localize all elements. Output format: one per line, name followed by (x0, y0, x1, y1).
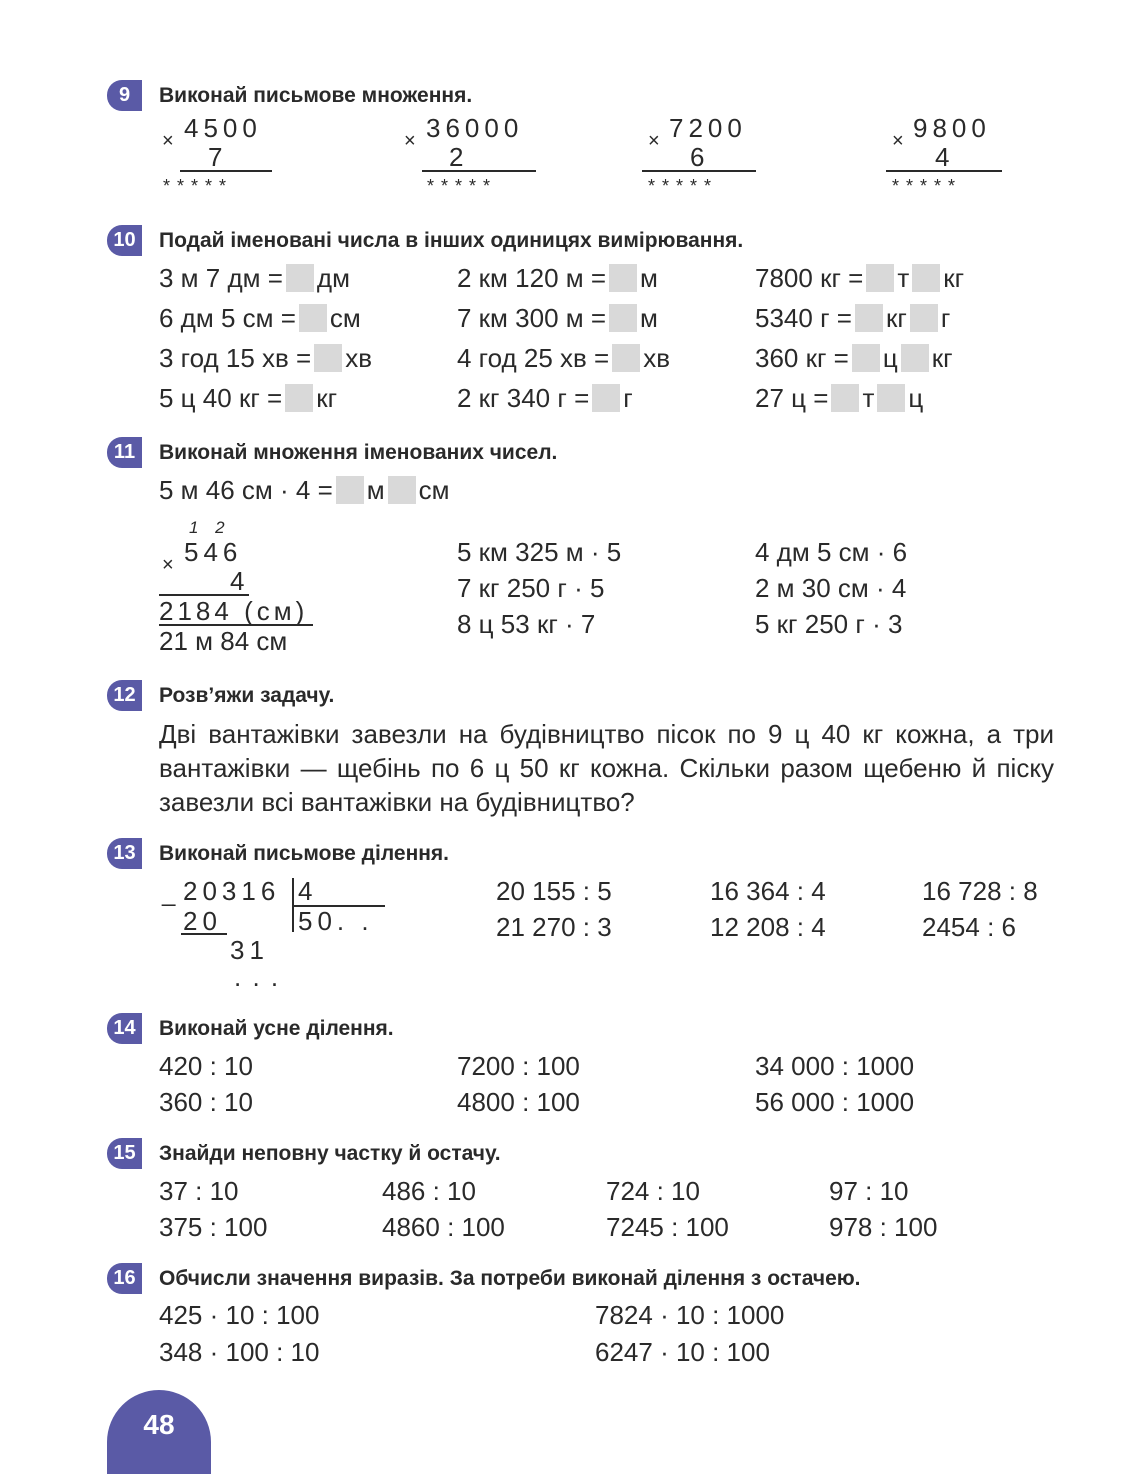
underline (886, 170, 1002, 172)
unit: дм (316, 263, 350, 293)
expression: 16 728 : 8 (922, 876, 1038, 906)
conversion-item (159, 303, 361, 334)
answer-box[interactable] (612, 344, 640, 372)
answer-box[interactable] (852, 344, 880, 372)
expression: 7800 кг = (755, 263, 864, 293)
expression: 4 дм 5 см · 6 (755, 537, 908, 567)
example-expression (159, 475, 450, 506)
exercise-title: Виконай письмове множення. (159, 84, 473, 107)
expression: 724 : 10 (606, 1176, 700, 1206)
exercise-number-badge: 10 (107, 225, 142, 256)
times-sign: × (648, 130, 660, 152)
expression: 486 : 10 (382, 1176, 476, 1206)
unit: м (640, 303, 658, 333)
continuation-dots: . . . (234, 962, 281, 992)
expression: 5 ц 40 кг = (159, 383, 283, 413)
expression: 375 : 100 (159, 1212, 268, 1242)
answer-box[interactable] (831, 384, 859, 412)
multiplicand: 7200 (669, 113, 747, 143)
multiplier: 2 (449, 142, 464, 172)
expression: 37 : 10 (159, 1176, 239, 1206)
multiplicand: 36000 (426, 113, 524, 143)
conversion-item (755, 303, 950, 334)
exercise-title: Виконай письмове ділення. (159, 842, 450, 865)
answer-box[interactable] (609, 304, 637, 332)
exercise-title: Подай іменовані числа в інших одиницях вимірювання. (159, 229, 744, 252)
answer-box[interactable] (855, 304, 883, 332)
expression: 4800 : 100 (457, 1087, 580, 1117)
unit: кг (931, 343, 953, 373)
answer-box[interactable] (901, 344, 929, 372)
multiplier: 4 (935, 142, 950, 172)
expression: 348 · 100 : 10 (159, 1337, 320, 1367)
stars: ***** (427, 176, 498, 196)
expression: 6 дм 5 см = (159, 303, 296, 333)
exercise-title: Обчисли значення виразів. За потреби виконай ділення з остачею. (159, 1267, 861, 1290)
exercise-number-badge: 16 (107, 1263, 142, 1294)
stars: ***** (648, 176, 719, 196)
conversion-item (457, 383, 633, 414)
expression: 5 м 46 см · 4 = (159, 475, 333, 505)
answer-box[interactable] (877, 384, 905, 412)
answer-box[interactable] (285, 384, 313, 412)
answer-box[interactable] (388, 476, 416, 504)
multiplier: 4 (230, 566, 245, 596)
expression: 16 364 : 4 (710, 876, 826, 906)
unit: см (329, 303, 361, 333)
exercise-title: Виконай множення іменованих чисел. (159, 441, 558, 464)
exercise-title: Розв’яжи задачу. (159, 684, 335, 707)
minus-sign: _ (162, 880, 176, 907)
answer-box[interactable] (866, 264, 894, 292)
expression: 27 ц = (755, 383, 829, 413)
expression: 2 кг 340 г = (457, 383, 590, 413)
answer-box[interactable] (912, 264, 940, 292)
expression: 2 м 30 см · 4 (755, 573, 907, 603)
expression: 4 год 25 хв = (457, 343, 610, 373)
expression: 3 м 7 дм = (159, 263, 283, 293)
stars: ***** (892, 176, 963, 196)
expression: 12 208 : 4 (710, 912, 826, 942)
answer-box[interactable] (336, 476, 364, 504)
underline (422, 170, 536, 172)
answer: 21 м 84 см (159, 626, 288, 656)
exercise-title: Виконай усне ділення. (159, 1017, 394, 1040)
expression: 360 кг = (755, 343, 849, 373)
expression: 7245 : 100 (606, 1212, 729, 1242)
conversion-item (755, 383, 923, 414)
answer-box[interactable] (314, 344, 342, 372)
expression: 5 км 325 м · 5 (457, 537, 622, 567)
unit: т (862, 383, 875, 413)
unit: кг (885, 303, 907, 333)
multiplier: 7 (208, 142, 223, 172)
page-number: 48 (107, 1390, 211, 1474)
multiplier: 6 (690, 142, 705, 172)
subtrahend: 20 (183, 906, 222, 936)
conversion-item (159, 263, 350, 294)
expression: 8 ц 53 кг · 7 (457, 609, 596, 639)
conversion-item (457, 303, 658, 334)
answer-box[interactable] (299, 304, 327, 332)
exercise-number-badge: 15 (107, 1138, 142, 1169)
conversion-item (457, 263, 658, 294)
unit: хв (643, 343, 671, 373)
expression: 420 : 10 (159, 1051, 253, 1081)
expression: 978 : 100 (829, 1212, 938, 1242)
stars: ***** (163, 176, 234, 196)
problem-text: Дві вантажівки завезли на будівництво пісок по 9 ц 40 кг кожна, а три вантажівки — щебінь по 6 ц 50 кг кожна. Скільки разом щебеню й піску завезли всі вантажівки на будівництво? (159, 719, 1054, 817)
remainder: 31 (230, 935, 269, 965)
unit: т (897, 263, 910, 293)
quotient: 50. . (298, 906, 374, 936)
unit: хв (345, 343, 373, 373)
expression: 20 155 : 5 (496, 876, 612, 906)
unit: кг (943, 263, 965, 293)
expression: 56 000 : 1000 (755, 1087, 915, 1117)
expression: 425 · 10 : 100 (159, 1300, 320, 1330)
underline (642, 170, 756, 172)
expression: 5340 г = (755, 303, 852, 333)
unit: ц (908, 383, 924, 413)
conversion-item (159, 383, 337, 414)
unit: г (940, 303, 951, 333)
answer-box[interactable] (910, 304, 938, 332)
exercise-number-badge: 9 (107, 80, 142, 111)
exercise-title: Знайди неповну частку й остачу. (159, 1142, 501, 1165)
expression: 7 кг 250 г · 5 (457, 573, 605, 603)
expression: 3 год 15 хв = (159, 343, 312, 373)
multiplicand: 4500 (184, 113, 262, 143)
unit: кг (316, 383, 338, 413)
exercise-number-badge: 12 (107, 680, 142, 711)
times-sign: × (162, 554, 174, 576)
answer-box[interactable] (592, 384, 620, 412)
expression: 21 270 : 3 (496, 912, 612, 942)
multiplicand: 9800 (913, 113, 991, 143)
product: 2184 (см) (159, 596, 309, 626)
unit: ц (882, 343, 898, 373)
conversion-item (159, 343, 372, 374)
expression: 2454 : 6 (922, 912, 1016, 942)
expression: 2 км 120 м = (457, 263, 607, 293)
expression: 6247 · 10 : 100 (595, 1337, 770, 1367)
dividend: 20316 (183, 876, 281, 906)
times-sign: × (892, 130, 904, 152)
times-sign: × (162, 130, 174, 152)
exercise-number-badge: 14 (107, 1013, 142, 1044)
conversion-item (755, 263, 964, 294)
answer-box[interactable] (286, 264, 314, 292)
answer-box[interactable] (609, 264, 637, 292)
carry-digits: 1 2 (189, 518, 231, 537)
divisor: 4 (298, 876, 313, 906)
unit: м (640, 263, 658, 293)
expression: 97 : 10 (829, 1176, 909, 1206)
multiplicand: 546 (184, 537, 243, 567)
expression: 4860 : 100 (382, 1212, 505, 1242)
exercise-number-badge: 13 (107, 838, 142, 869)
expression: 7200 : 100 (457, 1051, 580, 1081)
times-sign: × (404, 130, 416, 152)
expression: 360 : 10 (159, 1087, 253, 1117)
unit: м (366, 475, 385, 505)
unit: г (623, 383, 633, 413)
conversion-item (457, 343, 670, 374)
expression: 5 кг 250 г · 3 (755, 609, 903, 639)
unit: см (418, 475, 450, 505)
expression: 7824 · 10 : 1000 (595, 1300, 785, 1330)
expression: 7 км 300 м = (457, 303, 607, 333)
conversion-item (755, 343, 953, 374)
underline (181, 933, 227, 935)
expression: 34 000 : 1000 (755, 1051, 915, 1081)
exercise-number-badge: 11 (107, 437, 142, 468)
underline (180, 170, 272, 172)
